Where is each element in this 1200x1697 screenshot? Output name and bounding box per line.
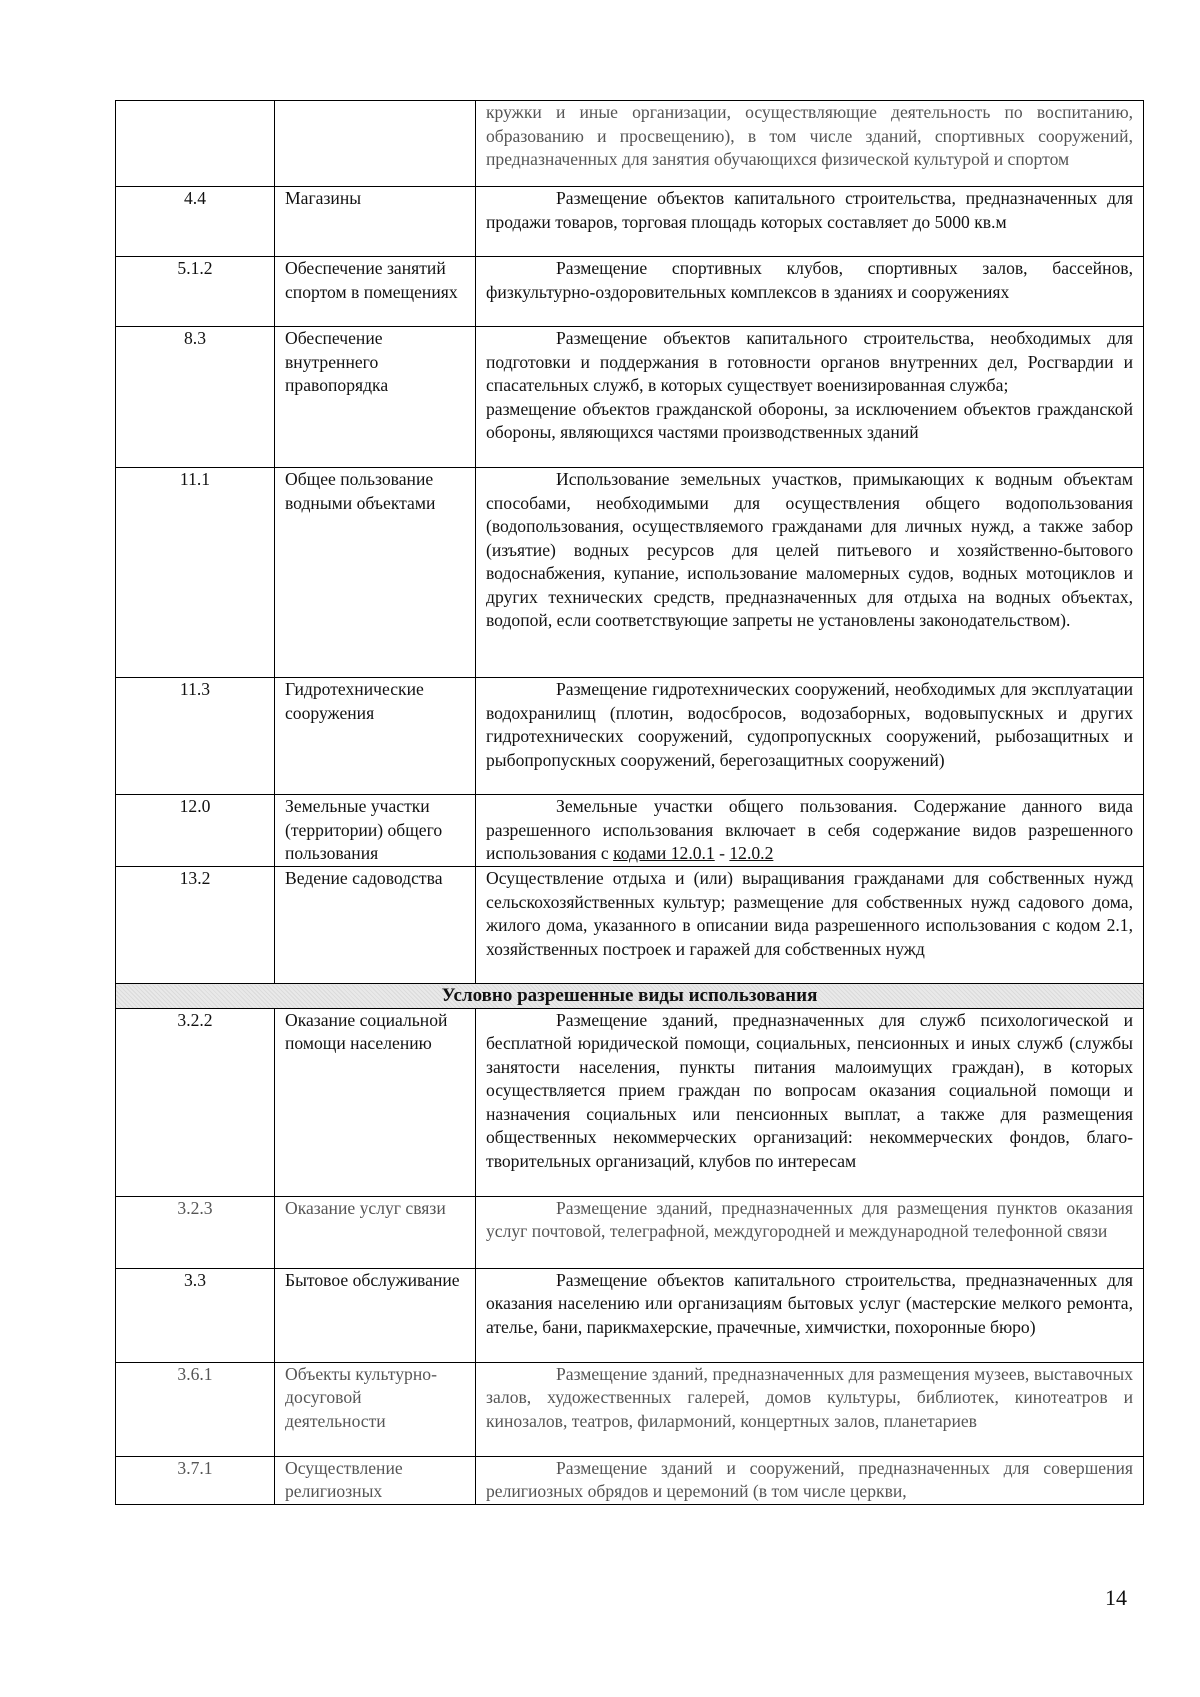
code-cell: 3.3: [116, 1268, 275, 1362]
table-row: [116, 257, 1144, 327]
land-use-table: [115, 100, 1144, 1505]
table-row: [116, 1362, 1144, 1456]
description-cell: Размещение объектов капитального строительства, предназначенных для продажи товаров, торговая площадь которых составляет до 5000 кв.м: [476, 187, 1144, 257]
table-row: [116, 187, 1144, 257]
code-cell: 4.4: [116, 187, 275, 257]
description-cell: Размещение объектов капитального строительства, необходимых для подготовки и поддержания в готовности органов внутренних дел, Росгвардии и спасательных служб, в которых существует военизированная служба; размещение объектов гражданской обороны, за исключением объектов гражданской обороны, являющихся частями производственных зданий: [476, 327, 1144, 468]
name-cell: Оказание услуг связи: [275, 1196, 476, 1268]
table-row: [116, 795, 1144, 867]
table-row: [116, 327, 1144, 468]
name-cell: Обеспечение занятий спортом в помещениях: [275, 257, 476, 327]
description-cell: Размещение зданий и сооружений, предназначенных для совершения религиозных обрядов и церемоний (в том числе церкви,: [476, 1456, 1144, 1504]
code-cell: 3.2.2: [116, 1008, 275, 1196]
description-cell: Осуществление отдыха и (или) выращивания гражданами для собственных нужд сельскохозяйственных культур; размещение для собственных нужд садового дома, жилого дома, указанного в описании вида разрешенного использования с кодом 2.1, хозяйственных построек и гаражей для собственных нужд: [476, 867, 1144, 984]
name-cell: Гидротехнические сооружения: [275, 678, 476, 795]
table-row: [116, 101, 1144, 187]
table-row: [116, 1268, 1144, 1362]
name-cell: Ведение садоводства: [275, 867, 476, 984]
description-cell: Размещение зданий, предназначенных для размещения пунктов оказания услуг почтовой, телеграфной, междугородней и международной телефонной связи: [476, 1196, 1144, 1268]
code-cell: 11.3: [116, 678, 275, 795]
code-cell: 3.2.3: [116, 1196, 275, 1268]
name-cell: Оказание социальной помощи населению: [275, 1008, 476, 1196]
code-cell: [116, 101, 275, 187]
table-row: [116, 1456, 1144, 1504]
table-row: [116, 1008, 1144, 1196]
table-row: [116, 678, 1144, 795]
code-cell: 5.1.2: [116, 257, 275, 327]
code-link[interactable]: 12.0.2: [729, 843, 774, 863]
code-cell: 11.1: [116, 468, 275, 678]
name-cell: Магазины: [275, 187, 476, 257]
table-row: [116, 1196, 1144, 1268]
code-cell: 12.0: [116, 795, 275, 867]
description-cell: Использование земельных участков, примыкающих к водным объектам способами, необходимыми для осуществления общего водопользования (водопользования, осуществляемого гражданами для личных нужд, а также забор (изъятие) водных ресурсов для целей питьевого и хозяйственно-бытового водоснабжения, купание, использование маломерных судов, водных мотоциклов и других технических средств, предназначенных для отдыха на водных объектах, водопой, если соответствующие запреты не установлены законодательством).: [476, 468, 1144, 678]
name-cell: Обеспечение внутреннего правопорядка: [275, 327, 476, 468]
section-header-row: [116, 984, 1144, 1009]
code-cell: 3.7.1: [116, 1456, 275, 1504]
description-cell: Земельные участки общего пользования. Содержание данного вида разрешенного использования включает в себя содержание видов разрешенного использования с кодами 12.0.1 - 12.0.2: [476, 795, 1144, 867]
table-row: [116, 867, 1144, 984]
name-cell: Осуществление религиозных: [275, 1456, 476, 1504]
code-cell: 8.3: [116, 327, 275, 468]
section-title: Условно разрешенные виды использования: [116, 984, 1144, 1009]
description-cell: Размещение спортивных клубов, спортивных залов, бассейнов, физкультурно-оздоровительных комплексов в зданиях и сооружениях: [476, 257, 1144, 327]
page-number: 14: [1105, 1585, 1127, 1610]
name-cell: Общее пользование водными объектами: [275, 468, 476, 678]
code-link[interactable]: кодами 12.0.1: [613, 843, 715, 863]
name-cell: Бытовое обслуживание: [275, 1268, 476, 1362]
name-cell: Объекты культурно-досуговой деятельности: [275, 1362, 476, 1456]
table-row: [116, 468, 1144, 678]
code-cell: 3.6.1: [116, 1362, 275, 1456]
name-cell: [275, 101, 476, 187]
name-cell: Земельные участки (территории) общего пользования: [275, 795, 476, 867]
description-cell: Размещение объектов капитального строительства, предназначенных для оказания населению или организациям бытовых услуг (мастерские мелкого ремонта, ателье, бани, парикмахерские, прачечные, химчистки, похоронные бюро): [476, 1268, 1144, 1362]
description-cell: Размещение зданий, предназначенных для служб психологической и бесплатной юридической помощи, социальных, пенсионных и иных служб (службы занятости населения, пункты питания малоимущих граждан), в которых осуществляется прием граждан по вопросам оказания социальной помощи и назначения социальных или пенсионных выплат, а также для размещения общественных некоммерческих организаций: некоммерческих фондов, благо-творительных организаций, клубов по интересам: [476, 1008, 1144, 1196]
description-cell: Размещение зданий, предназначенных для размещения музеев, выставочных залов, художественных галерей, домов культуры, библиотек, кинотеатров и кинозалов, театров, филармоний, концертных залов, планетариев: [476, 1362, 1144, 1456]
description-cell: кружки и иные организации, осуществляющие деятельность по воспитанию, образованию и просвещению), в том числе зданий, спортивных сооружений, предназначенных для занятия обучающихся физической культурой и спортом: [476, 101, 1144, 187]
code-cell: 13.2: [116, 867, 275, 984]
description-cell: Размещение гидротехнических сооружений, необходимых для эксплуатации водохранилищ (плотин, водосбросов, водозаборных, водовыпускных и других гидротехнических сооружений, судопропускных сооружений, рыбозащитных и рыбопропускных сооружений, берегозащитных сооружений): [476, 678, 1144, 795]
